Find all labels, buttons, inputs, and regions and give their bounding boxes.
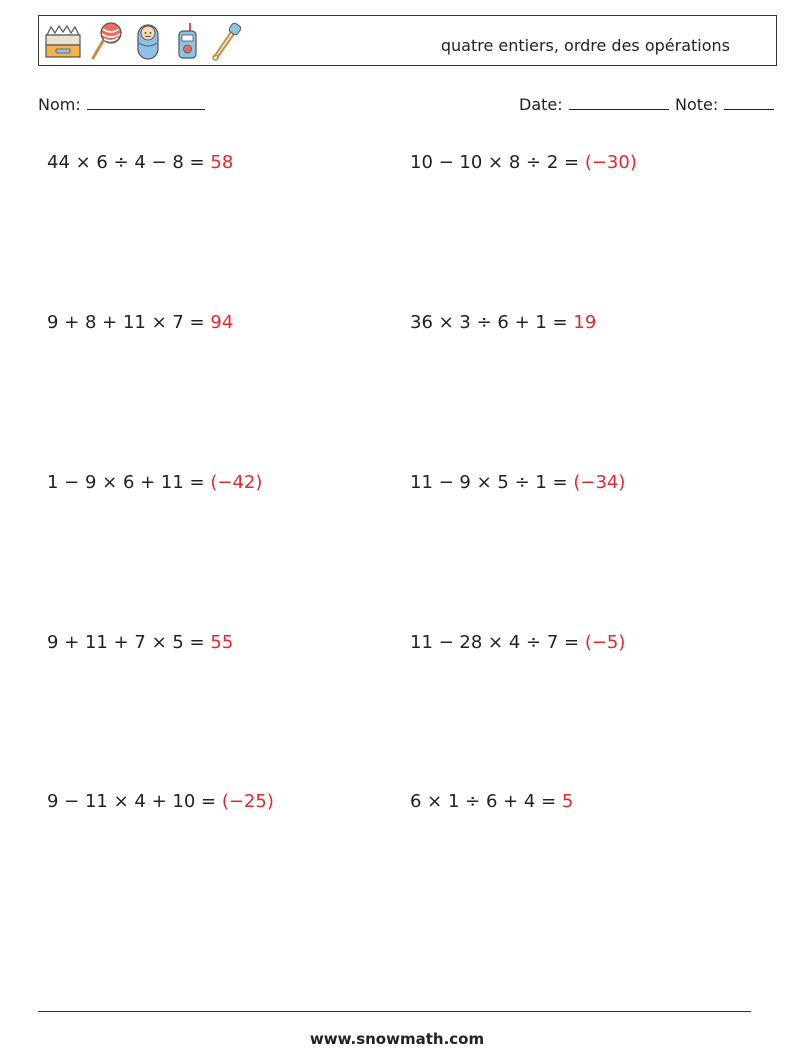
worksheet-header	[38, 15, 777, 66]
name-blank[interactable]	[87, 93, 205, 110]
problem-expression: 44 × 6 ÷ 4 − 8 =	[47, 152, 211, 173]
problem-7	[47, 632, 233, 653]
baby-monitor-icon	[171, 21, 203, 61]
tissue-box-icon	[43, 21, 83, 61]
problem-answer: (−25)	[221, 791, 274, 812]
grade-blank[interactable]	[724, 93, 774, 110]
problem-expression: 9 + 8 + 11 × 7 =	[47, 312, 211, 333]
lollipop-icon	[89, 21, 125, 61]
grade-field	[675, 93, 774, 114]
problem-expression: 10 − 10 × 8 ÷ 2 =	[410, 152, 585, 173]
problem-expression: 9 + 11 + 7 × 5 =	[47, 632, 211, 653]
problem-answer: 58	[210, 152, 234, 173]
header-icons	[43, 20, 249, 62]
problem-expression: 1 − 9 × 6 + 11 =	[47, 472, 211, 493]
safety-pin-icon	[209, 21, 243, 61]
problem-3	[47, 312, 233, 333]
date-label: Date:	[519, 95, 563, 114]
problem-answer: (−30)	[584, 152, 637, 173]
problem-expression: 11 − 28 × 4 ÷ 7 =	[410, 632, 585, 653]
problem-answer: (−42)	[210, 472, 263, 493]
name-field	[38, 93, 205, 114]
problem-2	[410, 152, 637, 173]
problem-expression: 11 − 9 × 5 ÷ 1 =	[410, 472, 574, 493]
problem-answer: (−34)	[573, 472, 626, 493]
problem-answer: 94	[210, 312, 234, 333]
problem-6	[410, 472, 625, 493]
problem-expression: 6 × 1 ÷ 6 + 4 =	[410, 791, 562, 812]
swaddled-baby-icon	[131, 21, 165, 61]
problem-1	[47, 152, 233, 173]
problem-8	[410, 632, 625, 653]
date-blank[interactable]	[569, 93, 669, 110]
footer-divider	[38, 1011, 751, 1012]
problem-5	[47, 472, 262, 493]
problem-expression: 9 − 11 × 4 + 10 =	[47, 791, 222, 812]
problem-answer: 55	[210, 632, 234, 653]
date-field	[519, 93, 669, 114]
footer-url: www.snowmath.com	[309, 1030, 485, 1048]
name-label: Nom:	[38, 95, 81, 114]
problem-answer: (−5)	[584, 632, 626, 653]
grade-label: Note:	[675, 95, 719, 114]
problem-answer: 19	[573, 312, 597, 333]
worksheet-title: quatre entiers, ordre des opérations	[440, 36, 730, 55]
problem-10	[410, 791, 573, 812]
problem-expression: 36 × 3 ÷ 6 + 1 =	[410, 312, 574, 333]
problem-9	[47, 791, 274, 812]
problem-answer: 5	[561, 791, 574, 812]
problem-4	[410, 312, 596, 333]
